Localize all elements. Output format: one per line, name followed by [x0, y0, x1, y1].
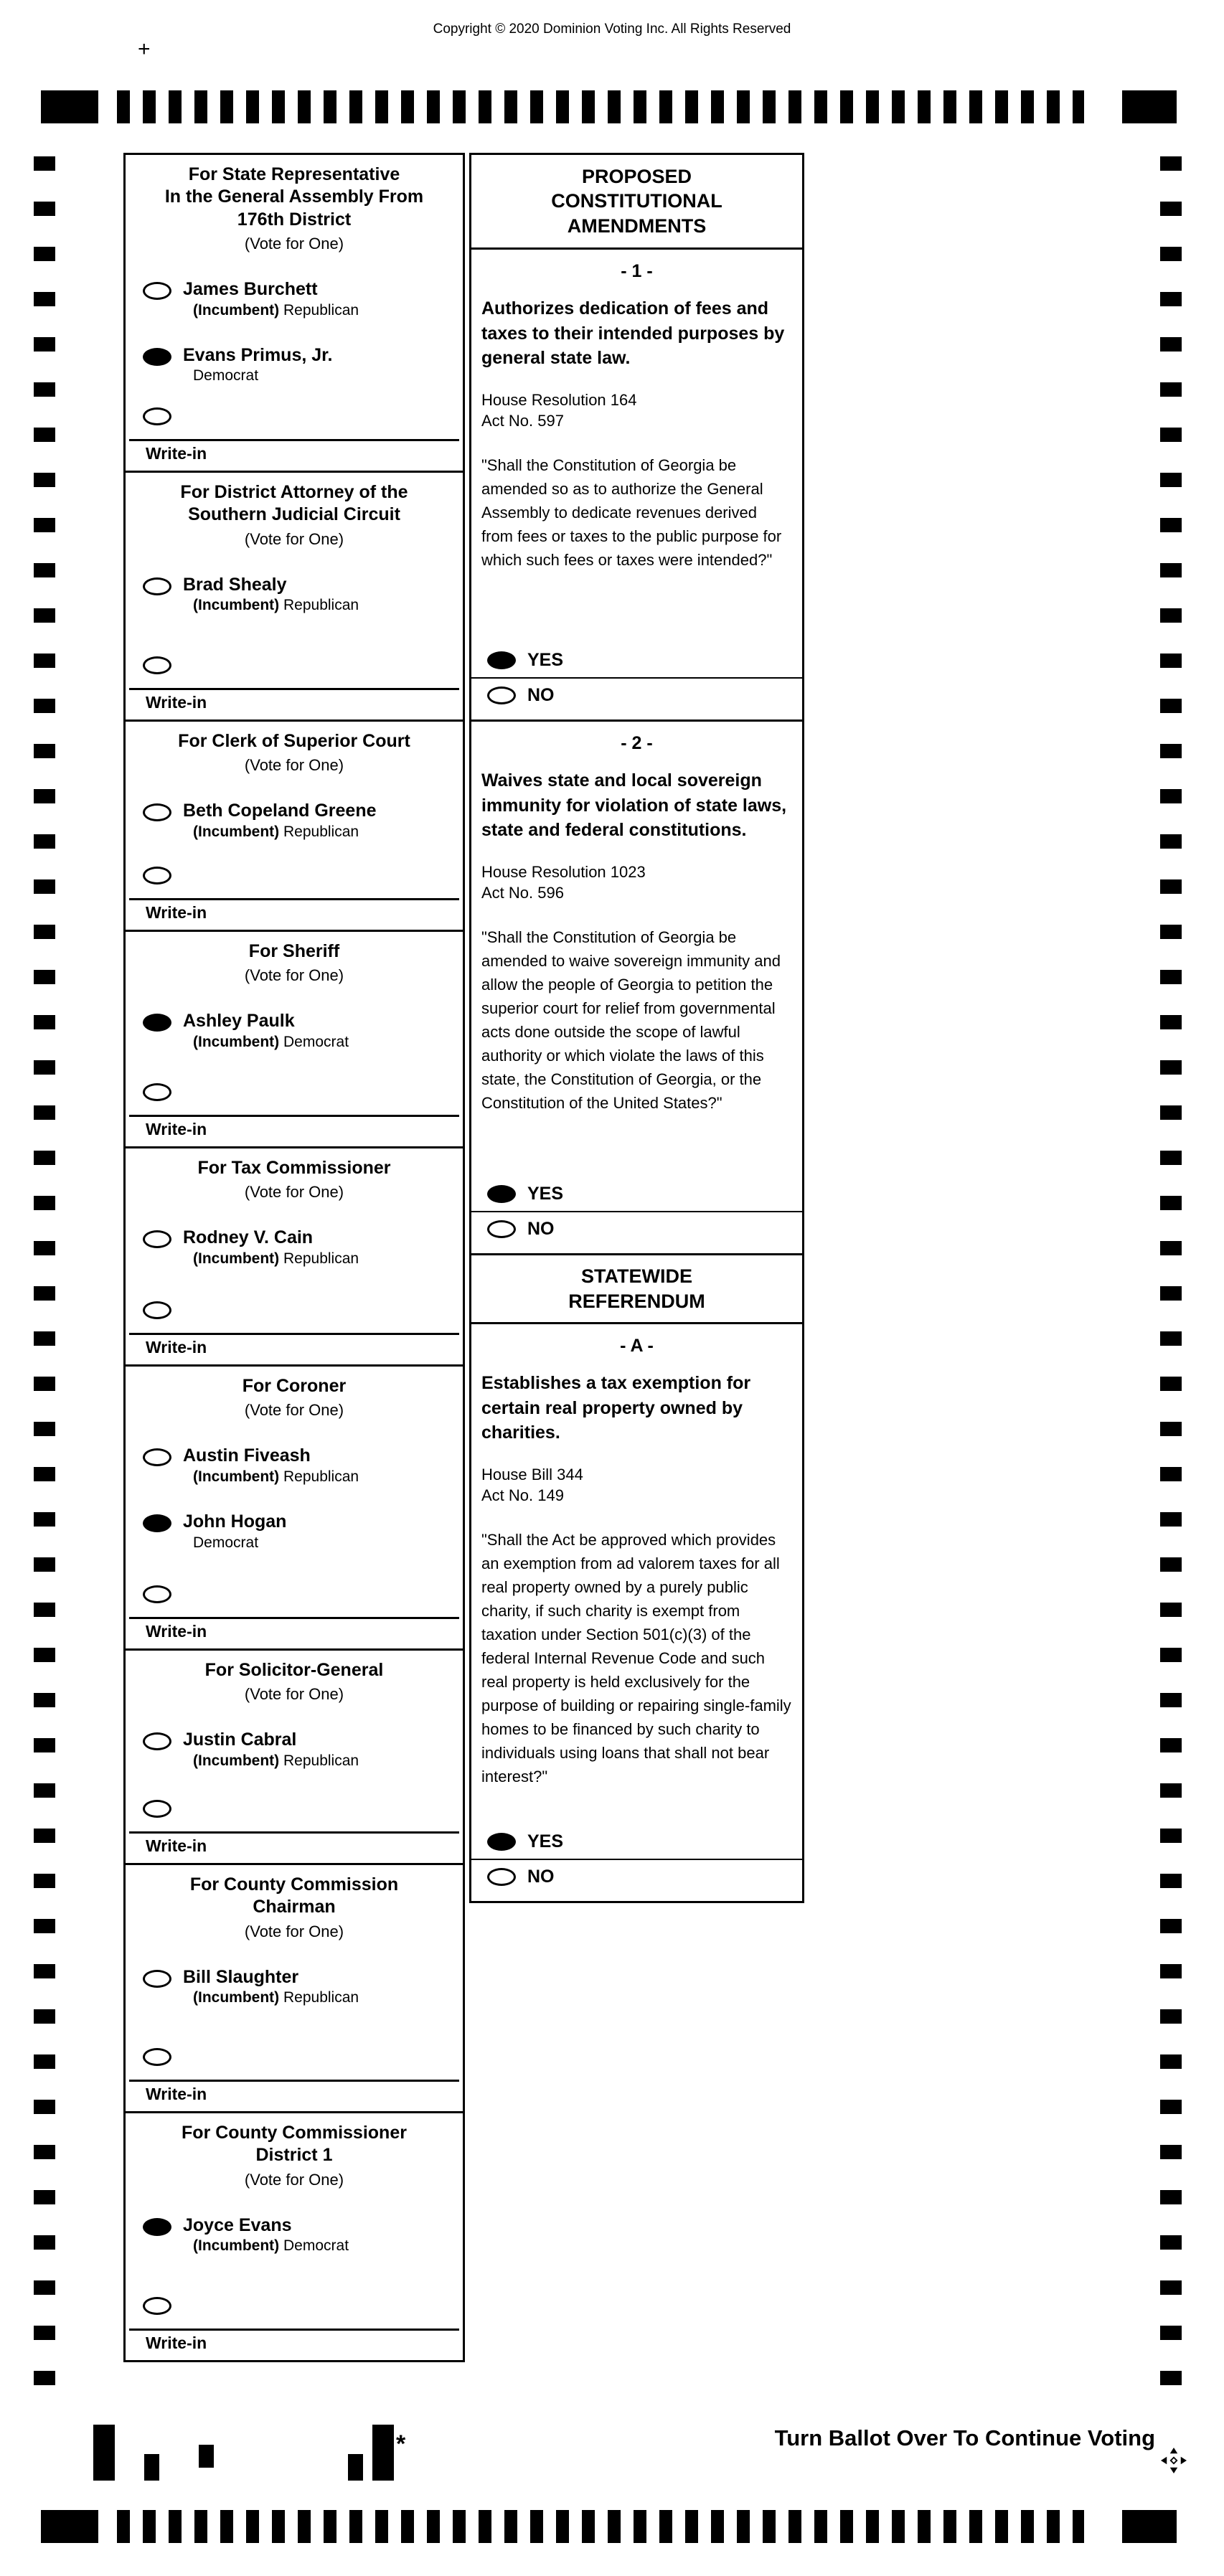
- candidate-party: (Incumbent) Republican: [193, 597, 359, 614]
- contest-county-commission-chairman: [123, 1863, 465, 2113]
- candidate-row: [126, 1445, 463, 1486]
- contest-header: [126, 1367, 463, 1420]
- candidate-oval[interactable]: [143, 282, 171, 300]
- candidate-name: Bill Slaughter: [183, 1966, 299, 1987]
- timing-block-right: [1122, 2510, 1177, 2543]
- copyright-notice: Copyright © 2020 Dominion Voting Inc. All Rights Reserved: [433, 22, 791, 37]
- contest-header: [126, 1148, 463, 1202]
- write-in-section: [126, 2045, 463, 2111]
- write-in-oval[interactable]: [143, 2297, 171, 2315]
- candidate-oval[interactable]: [143, 577, 171, 595]
- candidate-row: [126, 1011, 463, 1051]
- contest-county-commissioner-district-1: [123, 2111, 465, 2362]
- contest-title: For County Commissioner District 1: [182, 2123, 407, 2166]
- write-in-section: [126, 405, 463, 471]
- candidate-oval[interactable]: [143, 1014, 171, 1032]
- timing-block-left: [41, 90, 98, 123]
- yes-label: YES: [527, 650, 564, 670]
- contest-tax-commissioner: [123, 1146, 465, 1367]
- registration-bar: [372, 2425, 394, 2481]
- no-oval[interactable]: [487, 1868, 516, 1886]
- registration-bar: [144, 2454, 159, 2481]
- no-choice: [471, 1859, 802, 1894]
- amendments-header: PROPOSED CONSTITUTIONAL AMENDMENTS: [469, 153, 804, 250]
- no-oval[interactable]: [487, 687, 516, 704]
- candidate-party: (Incumbent) Republican: [193, 301, 359, 319]
- candidate-row: [126, 801, 463, 841]
- referendum-a: [469, 1322, 804, 1903]
- referendum-header: STATEWIDE REFERENDUM: [469, 1253, 804, 1324]
- candidate-oval[interactable]: [143, 1732, 171, 1750]
- measure-references: House Resolution 164 Act No. 597: [481, 390, 637, 430]
- measure-question: "Shall the Constitution of Georgia be amended to waive sovereign immunity and allow the people of Georgia to petition the superior court for relief from governmental acts done outside the scope of lawful authority or which violate the laws of this state, the Constitution of Georgia, or the Constitution of the United States?": [481, 928, 781, 1112]
- write-in-section: [126, 654, 463, 720]
- candidate-party: (Incumbent) Democrat: [193, 1034, 349, 1050]
- candidate-oval[interactable]: [143, 1514, 171, 1532]
- registration-bar: [348, 2454, 363, 2481]
- measures-column: [469, 153, 804, 1903]
- measure-question: "Shall the Constitution of Georgia be amended so as to authorize the General Assembly to dedicate revenues derived from fees or taxes to the public purpose for which such fees or taxes were intended?": [481, 456, 782, 569]
- contest-title: For Coroner: [242, 1376, 347, 1396]
- vote-for-instruction: (Vote for One): [244, 2170, 344, 2189]
- candidate-oval[interactable]: [143, 1970, 171, 1988]
- write-in-oval[interactable]: [143, 1301, 171, 1319]
- measure-choices: [471, 643, 802, 720]
- vote-for-instruction: (Vote for One): [244, 234, 344, 253]
- candidate-oval[interactable]: [143, 2218, 171, 2236]
- yes-oval[interactable]: [487, 1833, 516, 1851]
- write-in-section: [126, 1797, 463, 1863]
- candidate-oval[interactable]: [143, 348, 171, 366]
- registration-plus-mark: +: [138, 37, 151, 61]
- write-in-oval[interactable]: [143, 656, 171, 674]
- candidate-party: (Incumbent) Republican: [193, 824, 359, 840]
- yes-oval[interactable]: [487, 651, 516, 669]
- measure-question: "Shall the Act be approved which provides an exemption from ad valorem taxes for all real property owned by a purely public charity, if such charity is exempt from taxation under Section 501(c)(3) of the federal Internal Revenue Code and such real property is held exclusively for the purpose of building or repairing single-family homes to be financed by such charity to individuals using loans that shall not bear interest?": [481, 1530, 791, 1785]
- measure-references: House Resolution 1023 Act No. 596: [481, 862, 646, 902]
- candidate-name: John Hogan: [183, 1511, 287, 1532]
- write-in-section: [126, 1080, 463, 1146]
- vote-for-instruction: (Vote for One): [244, 966, 344, 985]
- write-in-label: Write-in: [146, 1836, 207, 1855]
- contest-title: For State Representative In the General Assembly From 176th District: [164, 164, 424, 230]
- candidate-row: [126, 279, 463, 319]
- vote-for-instruction: (Vote for One): [244, 1922, 344, 1940]
- timing-marks-bottom: [0, 2510, 1224, 2543]
- candidate-row: [126, 1227, 463, 1268]
- vote-for-instruction: (Vote for One): [244, 529, 344, 548]
- no-choice: [471, 1211, 802, 1246]
- registration-bar: [93, 2425, 115, 2481]
- candidate-party: (Incumbent) Republican: [193, 1468, 359, 1485]
- yes-choice: [471, 1825, 802, 1859]
- write-in-label: Write-in: [146, 444, 207, 463]
- candidate-name: Ashley Paulk: [183, 1011, 295, 1032]
- contest-title: For Tax Commissioner: [197, 1158, 391, 1178]
- no-label: NO: [527, 1867, 555, 1887]
- candidate-party: (Incumbent) Republican: [193, 1752, 359, 1769]
- write-in-label: Write-in: [146, 1120, 207, 1138]
- candidate-row: [126, 1967, 463, 2007]
- candidate-row: [126, 1730, 463, 1770]
- candidate-name: Beth Copeland Greene: [183, 801, 377, 821]
- no-choice: [471, 677, 802, 712]
- candidate-name: Brad Shealy: [183, 574, 287, 595]
- write-in-oval[interactable]: [143, 1083, 171, 1101]
- measure-summary: Waives state and local sovereign immunity for violation of state laws, state and federal constitutions.: [481, 770, 787, 840]
- timing-block-left: [41, 2510, 98, 2543]
- contest-header: [126, 2113, 463, 2189]
- contest-header: [126, 722, 463, 775]
- measure-choices: [471, 1177, 802, 1253]
- timing-marks-right: [1160, 156, 1182, 2387]
- vote-for-instruction: (Vote for One): [244, 1401, 344, 1420]
- measure-number: - 1 -: [621, 261, 653, 281]
- measure-number: - 2 -: [621, 733, 653, 753]
- timing-block-right: [1122, 90, 1177, 123]
- vote-for-instruction: (Vote for One): [244, 1183, 344, 1202]
- contest-header: [126, 1651, 463, 1704]
- candidate-party: Democrat: [193, 367, 259, 384]
- contests-column: [123, 153, 465, 2362]
- write-in-label: Write-in: [146, 2085, 207, 2103]
- write-in-label: Write-in: [146, 2334, 207, 2352]
- candidate-party: (Incumbent) Democrat: [193, 2237, 349, 2255]
- write-in-section: [126, 864, 463, 930]
- timing-bars: [117, 90, 1084, 123]
- contest-header: [126, 1865, 463, 1941]
- candidate-oval[interactable]: [143, 1230, 171, 1248]
- write-in-oval[interactable]: [143, 867, 171, 884]
- write-in-label: Write-in: [146, 693, 207, 712]
- amendment-2: [469, 720, 804, 1255]
- candidate-oval[interactable]: [143, 803, 171, 821]
- candidate-row: [126, 345, 463, 385]
- no-label: NO: [527, 1219, 555, 1239]
- contest-header: [126, 473, 463, 549]
- contest-header: [126, 932, 463, 985]
- candidate-party: (Incumbent) Republican: [193, 1250, 359, 1267]
- candidate-row: [126, 575, 463, 615]
- candidate-name: James Burchett: [183, 278, 318, 299]
- write-in-label: Write-in: [146, 1338, 207, 1357]
- write-in-oval[interactable]: [143, 1800, 171, 1818]
- yes-oval[interactable]: [487, 1185, 516, 1203]
- candidate-name: Austin Fiveash: [183, 1445, 311, 1466]
- candidate-name: Rodney V. Cain: [183, 1227, 314, 1248]
- no-oval[interactable]: [487, 1220, 516, 1238]
- write-in-label: Write-in: [146, 1622, 207, 1641]
- vote-for-instruction: (Vote for One): [244, 1685, 344, 1704]
- no-label: NO: [527, 685, 555, 705]
- contest-coroner: [123, 1364, 465, 1651]
- contest-clerk-superior-court: [123, 720, 465, 932]
- registration-bar: [199, 2445, 214, 2468]
- contest-title: For Solicitor-General: [204, 1660, 384, 1680]
- measure-references: House Bill 344 Act No. 149: [481, 1465, 583, 1505]
- contest-title: For County Commission Chairman: [189, 1874, 399, 1917]
- contest-sheriff: [123, 930, 465, 1148]
- write-in-oval[interactable]: [143, 2048, 171, 2066]
- candidate-row: [126, 2215, 463, 2255]
- candidate-name: Joyce Evans: [183, 2214, 292, 2235]
- contest-title: For Sheriff: [248, 941, 340, 961]
- contest-header: [126, 155, 463, 253]
- measure-number: - A -: [620, 1336, 654, 1356]
- write-in-label: Write-in: [146, 903, 207, 922]
- yes-choice: [471, 1177, 802, 1211]
- timing-marks-left: [34, 156, 55, 2387]
- write-in-oval[interactable]: [143, 407, 171, 425]
- measure-summary: Establishes a tax exemption for certain real property owned by charities.: [481, 1373, 751, 1443]
- timing-marks-top: [0, 90, 1224, 123]
- write-in-section: [126, 1298, 463, 1364]
- registration-star: *: [396, 2430, 406, 2458]
- candidate-oval[interactable]: [143, 1448, 171, 1466]
- vote-for-instruction: (Vote for One): [244, 756, 344, 775]
- candidate-row: [126, 1511, 463, 1552]
- candidate-name: Evans Primus, Jr.: [183, 344, 333, 365]
- yes-label: YES: [527, 1831, 564, 1851]
- compass-target-icon: [1161, 2448, 1187, 2473]
- candidate-party: Democrat: [193, 1534, 259, 1551]
- contest-title: For District Attorney of the Southern Judicial Circuit: [180, 482, 408, 525]
- yes-choice: [471, 643, 802, 677]
- candidate-party: (Incumbent) Republican: [193, 1989, 359, 2006]
- measure-choices: [471, 1825, 802, 1901]
- timing-bars: [117, 2510, 1084, 2543]
- turn-ballot-over-text: Turn Ballot Over To Continue Voting: [774, 2425, 1155, 2450]
- candidate-name: Justin Cabral: [183, 1730, 297, 1750]
- contest-title: For Clerk of Superior Court: [178, 731, 410, 751]
- amendment-1: [469, 247, 804, 722]
- contest-solicitor-general: [123, 1648, 465, 1865]
- write-in-section: [126, 1582, 463, 1648]
- write-in-oval[interactable]: [143, 1585, 171, 1603]
- measure-summary: Authorizes dedication of fees and taxes to their intended purposes by general state law.: [481, 298, 785, 368]
- yes-label: YES: [527, 1184, 564, 1204]
- write-in-section: [126, 2294, 463, 2360]
- contest-district-attorney: [123, 471, 465, 722]
- contest-state-representative: [123, 153, 465, 473]
